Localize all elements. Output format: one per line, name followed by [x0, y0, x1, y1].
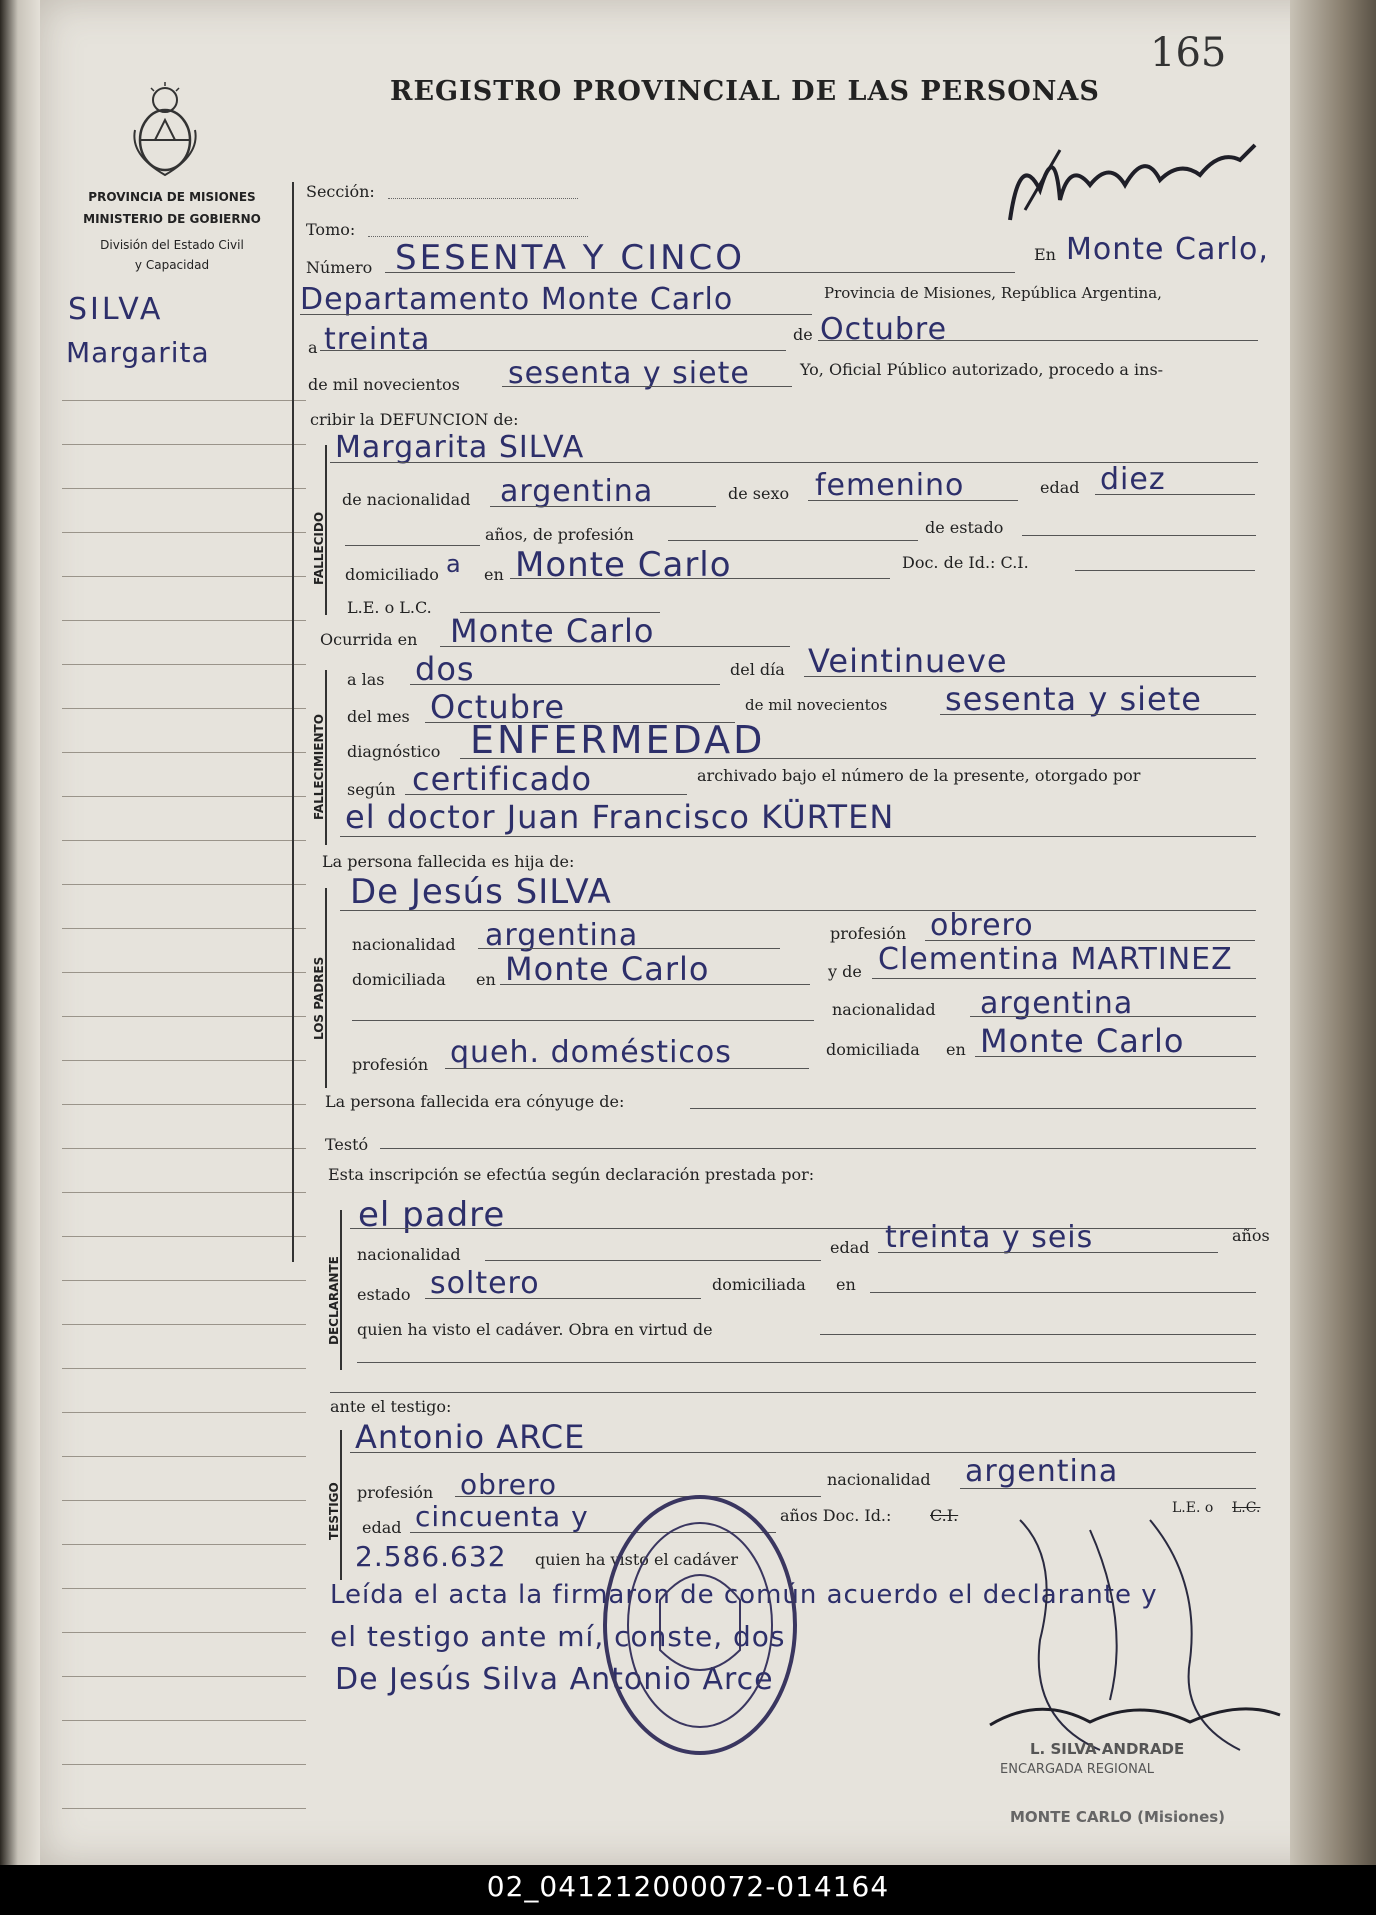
- stamp-location: MONTE CARLO (Misiones): [1010, 1808, 1226, 1826]
- inscribir-text: cribir la DEFUNCION de:: [310, 410, 519, 429]
- officer-text: Yo, Oficial Público autorizado, procedo a ins-: [800, 360, 1164, 379]
- fallecido-anios-label: años, de profesión: [485, 525, 634, 544]
- testigo-edad-value: cincuenta y: [415, 1500, 589, 1533]
- fallecimiento-section-label: FALLECIMIENTO: [312, 714, 326, 820]
- testigo-edad-label: edad: [362, 1518, 402, 1537]
- declarante-section-label: DECLARANTE: [327, 1256, 341, 1345]
- closing-line-3: De Jesús Silva Antonio Arce: [335, 1662, 774, 1697]
- madre-nacionalidad-label: nacionalidad: [832, 1000, 936, 1019]
- coat-of-arms-icon: [125, 80, 205, 180]
- testigo-name-line: [350, 1452, 1256, 1453]
- padre-name-line: [340, 910, 1256, 911]
- fallecido-sexo-label: de sexo: [728, 484, 790, 503]
- conyuge-line: [690, 1108, 1256, 1109]
- testo-line: [380, 1148, 1256, 1149]
- padre-name: De Jesús SILVA: [350, 872, 612, 912]
- padres-intro: La persona fallecida es hija de:: [322, 852, 575, 871]
- agency-line-4: y Capacidad: [134, 258, 210, 272]
- officer-name: L. SILVA ANDRADE: [1030, 1740, 1185, 1758]
- declarante-en-label: en: [836, 1275, 856, 1294]
- agency-line-3: División del Estado Civil: [100, 238, 244, 252]
- declarante-nacionalidad-label: nacionalidad: [357, 1245, 461, 1264]
- segun-value: certificado: [412, 760, 593, 798]
- fallecido-doc-line: [1075, 570, 1255, 571]
- margin-rule-line: [62, 444, 306, 445]
- testigo-name: Antonio ARCE: [355, 1418, 586, 1456]
- padre-profesion-label: profesión: [830, 924, 907, 943]
- margin-rule-line: [62, 752, 306, 753]
- ocurrida-label: Ocurrida en: [320, 630, 418, 649]
- margin-rule-line: [62, 664, 306, 665]
- month-value: Octubre: [820, 312, 948, 347]
- declarante-estado-value: soltero: [430, 1266, 540, 1301]
- testigo-le-label: L.E. o: [1172, 1500, 1214, 1516]
- testigo-section-label: TESTIGO: [327, 1482, 341, 1540]
- provincia-text: Provincia de Misiones, República Argentina,: [824, 284, 1162, 302]
- numero-label: Número: [306, 258, 373, 277]
- margin-rule-line: [62, 400, 306, 401]
- testigo-lc-struck: L.C.: [1232, 1500, 1261, 1516]
- conyuge-label: La persona fallecida era cónyuge de:: [325, 1092, 625, 1111]
- cadaver-text: quien ha visto el cadáver. Obra en virtud de: [357, 1320, 713, 1339]
- fallecido-en-label: en: [484, 565, 504, 584]
- madre-domicilio-value: Monte Carlo: [980, 1022, 1185, 1060]
- madre-nacionalidad-line: [970, 1016, 1256, 1017]
- right-page-edge: [1290, 0, 1376, 1865]
- fallecido-edad-line: [1095, 494, 1255, 495]
- margin-rule-line: [62, 1676, 306, 1677]
- margin-divider: [292, 182, 294, 1262]
- mes-value: Octubre: [430, 688, 566, 726]
- testigo-ci-struck: C.I.: [930, 1506, 959, 1525]
- registrar-signature: [1000, 130, 1270, 230]
- fallecido-name: Margarita SILVA: [335, 430, 585, 465]
- margin-rule-line: [62, 488, 306, 489]
- declarante-domiciliada-label: domiciliada: [712, 1275, 806, 1294]
- seccion-label: Sección:: [306, 182, 375, 201]
- fallecido-edad-value: diez: [1100, 462, 1166, 497]
- month-line: [818, 340, 1258, 341]
- padre-domicilio-value: Monte Carlo: [505, 950, 710, 988]
- declarante-estado-line: [425, 1298, 701, 1299]
- departamento-line: [300, 314, 812, 315]
- madre-domicilio-line: [975, 1056, 1256, 1057]
- margin-rule-line: [62, 1060, 306, 1061]
- departamento-value: Departamento Monte Carlo: [300, 282, 734, 317]
- agency-line-2: MINISTERIO DE GOBIERNO: [83, 212, 261, 226]
- padre-domicilio-line: [500, 984, 810, 985]
- margin-rule-line: [62, 1456, 306, 1457]
- margin-rule-line: [62, 1632, 306, 1633]
- document-title: REGISTRO PROVINCIAL DE LAS PERSONAS: [390, 76, 1100, 107]
- dia-line: [804, 676, 1256, 677]
- declarante-extra-line: [357, 1362, 1256, 1363]
- archivado-text: archivado bajo el número de la presente, otorgado por: [697, 766, 1141, 785]
- margin-rule-line: [62, 1720, 306, 1721]
- ocurrida-value: Monte Carlo: [450, 612, 655, 650]
- officer-title: ENCARGADA REGIONAL: [1000, 1762, 1154, 1777]
- declarante-edad-label: edad: [830, 1238, 870, 1257]
- fallecido-nacionalidad-line: [490, 506, 716, 507]
- inscripcion-text: Esta inscripción se efectúa según declaración prestada por:: [328, 1165, 815, 1184]
- declarante-name-line: [350, 1228, 1256, 1229]
- testigo-profesion-value: obrero: [460, 1468, 558, 1501]
- folio-number: 165: [1150, 30, 1227, 76]
- fallecido-profesion-line: [668, 540, 918, 541]
- a-label: a: [308, 338, 318, 357]
- en-label: En: [1034, 245, 1056, 264]
- madre-name-line: [872, 978, 1256, 979]
- year-prefix: de mil novecientos: [308, 375, 460, 394]
- madre-name: Clementina MARTINEZ: [878, 942, 1233, 977]
- fallecido-domicilio-value: Monte Carlo: [515, 545, 732, 585]
- padre-en-label: en: [476, 970, 496, 989]
- diagnostico-label: diagnóstico: [347, 742, 441, 761]
- margin-rule-line: [62, 1016, 306, 1017]
- margin-rule-line: [62, 1236, 306, 1237]
- declarante-domicilio-line: [870, 1292, 1256, 1293]
- testo-label: Testó: [325, 1135, 369, 1154]
- numero-value: SESENTA Y CINCO: [395, 238, 746, 278]
- declarante-estado-label: estado: [357, 1285, 411, 1304]
- madre-nacionalidad-value: argentina: [980, 986, 1134, 1021]
- left-page-edge: [0, 0, 40, 1865]
- mes-label: del mes: [347, 707, 410, 726]
- testigo-intro-line: [330, 1392, 1256, 1393]
- tomo-label: Tomo:: [306, 220, 356, 239]
- image-identifier: 02_041212000072-014164: [486, 1870, 890, 1903]
- margin-rule-line: [62, 532, 306, 533]
- fallecido-nacionalidad-value: argentina: [500, 474, 654, 509]
- padre-profesion-value: obrero: [930, 908, 1034, 943]
- margin-given-name: Margarita: [66, 336, 210, 369]
- margin-rule-line: [62, 840, 306, 841]
- madre-en-label: en: [946, 1040, 966, 1059]
- fallecido-le-label: L.E. o L.C.: [347, 598, 432, 617]
- padre-extra-line: [352, 1020, 814, 1021]
- margin-rule-line: [62, 1412, 306, 1413]
- madre-profesion-value: queh. domésticos: [450, 1035, 732, 1070]
- testigo-nacionalidad-line: [960, 1488, 1256, 1489]
- margin-rule-line: [62, 1280, 306, 1281]
- fallecido-edad-label: edad: [1040, 478, 1080, 497]
- day-line: [320, 350, 786, 351]
- anio-label: de mil novecientos: [745, 696, 888, 714]
- fallecido-domiciliado-suffix: a: [446, 550, 462, 578]
- anio-line: [940, 714, 1256, 715]
- declarante-name: el padre: [358, 1195, 506, 1235]
- testigo-anios-doc-label: años Doc. Id.:: [780, 1506, 892, 1525]
- numero-line: [385, 272, 1015, 273]
- padre-domiciliada-label: domiciliada: [352, 970, 446, 989]
- dia-value: Veintinueve: [808, 642, 1008, 680]
- en-value: Monte Carlo,: [1066, 232, 1269, 267]
- officer-signature: [980, 1500, 1290, 1780]
- margin-rule-line: [62, 620, 306, 621]
- seccion-line: [388, 198, 578, 199]
- diagnostico-line: [460, 758, 1256, 759]
- testigo-profesion-label: profesión: [357, 1483, 434, 1502]
- segun-line: [405, 794, 687, 795]
- a-las-label: a las: [347, 670, 385, 689]
- cadaver-line: [820, 1334, 1256, 1335]
- dia-label: del día: [730, 660, 785, 679]
- hora-value: dos: [415, 650, 475, 688]
- margin-rule-line: [62, 1148, 306, 1149]
- ocurrida-line: [440, 646, 790, 647]
- official-seal-icon: [600, 1490, 800, 1760]
- margin-rule-line: [62, 1544, 306, 1545]
- day-value: treinta: [324, 322, 431, 357]
- padre-nacionalidad-line: [478, 948, 780, 949]
- closing-line-1: Leída el acta la firmaron de común acuerdo el declarante y: [330, 1580, 1158, 1610]
- margin-rule-line: [62, 1192, 306, 1193]
- fallecido-estado-line: [1022, 535, 1256, 536]
- fallecido-sexo-value: femenino: [815, 468, 965, 503]
- padre-nacionalidad-value: argentina: [485, 918, 639, 953]
- margin-rule-line: [62, 1104, 306, 1105]
- testigo-nacionalidad-label: nacionalidad: [827, 1470, 931, 1489]
- testigo-quien-text: quien ha visto el cadáver: [535, 1550, 739, 1569]
- margin-rule-line: [62, 1368, 306, 1369]
- year-line: [502, 386, 792, 387]
- margin-rule-line: [62, 796, 306, 797]
- anio-value: sesenta y siete: [945, 680, 1202, 718]
- year-value: sesenta y siete: [508, 356, 750, 391]
- closing-line-2: el testigo ante mí, conste, dos: [330, 1620, 786, 1653]
- margin-rule-line: [62, 1764, 306, 1765]
- fallecido-domicilio-line: [510, 578, 890, 579]
- margin-surname: SILVA: [68, 292, 164, 327]
- doctor-value: el doctor Juan Francisco KÜRTEN: [345, 798, 895, 836]
- agency-line-1: PROVINCIA DE MISIONES: [88, 190, 256, 204]
- madre-y-de-label: y de: [828, 962, 862, 981]
- padres-section-label: LOS PADRES: [312, 956, 326, 1040]
- fallecido-doc-label: Doc. de Id.: C.I.: [902, 553, 1029, 572]
- declarante-nacionalidad-line: [485, 1260, 821, 1261]
- margin-rule-line: [62, 972, 306, 973]
- margin-rule-line: [62, 1588, 306, 1589]
- fallecido-anios-line: [345, 545, 480, 546]
- fallecido-domiciliado-label: domiciliado: [345, 565, 439, 584]
- padre-profesion-line: [925, 940, 1255, 941]
- segun-label: según: [347, 780, 396, 799]
- margin-rule-line: [62, 576, 306, 577]
- fallecido-nacionalidad-label: de nacionalidad: [342, 490, 471, 509]
- testigo-intro: ante el testigo:: [330, 1397, 452, 1416]
- fallecido-sexo-line: [808, 500, 1018, 501]
- testigo-nacionalidad-value: argentina: [965, 1454, 1119, 1489]
- fallecido-section-label: FALLECIDO: [312, 511, 326, 585]
- madre-profesion-line: [445, 1068, 809, 1069]
- madre-profesion-label: profesión: [352, 1055, 429, 1074]
- margin-rule-line: [62, 928, 306, 929]
- margin-rule-line: [62, 1500, 306, 1501]
- margin-rule-line: [62, 1324, 306, 1325]
- tomo-line: [368, 236, 588, 237]
- doctor-line: [340, 836, 1256, 837]
- declarante-edad-line: [878, 1252, 1218, 1253]
- fallecido-estado-label: de estado: [925, 518, 1004, 537]
- padre-nacionalidad-label: nacionalidad: [352, 935, 456, 954]
- testigo-doc-number: 2.586.632: [355, 1540, 507, 1573]
- madre-domiciliada-label: domiciliada: [826, 1040, 920, 1059]
- hora-line: [410, 684, 720, 685]
- diagnostico-value: ENFERMEDAD: [470, 718, 766, 762]
- declarante-anios-label: años: [1232, 1226, 1270, 1245]
- declarante-edad-value: treinta y seis: [885, 1220, 1094, 1255]
- de-label: de: [793, 325, 813, 344]
- margin-rule-line: [62, 884, 306, 885]
- margin-rule-line: [62, 1808, 306, 1809]
- margin-rule-line: [62, 708, 306, 709]
